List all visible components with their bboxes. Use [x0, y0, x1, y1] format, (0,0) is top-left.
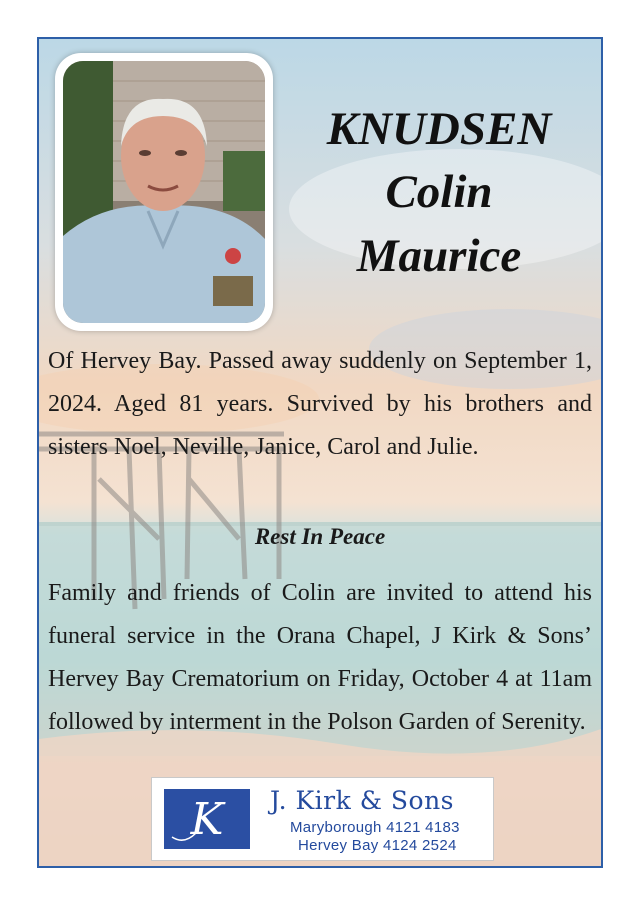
notice-frame [37, 37, 603, 868]
rest-in-peace-heading: Rest In Peace [254, 524, 386, 549]
funeral-director-name: J. Kirk & Sons [270, 786, 455, 815]
deceased-surname: KNUDSEN [326, 103, 552, 155]
kirk-logo [164, 789, 250, 849]
logo-letter: K [190, 794, 224, 845]
funeral-details-paragraph: Family and friends of Colin are invited to attend his funeral service in the Orana Chapel, J Kirk & Sons’ Hervey Bay Crematorium on Friday, October 4 at 11am followed by interment in the Polson Garden of Serenity. [48, 580, 592, 735]
portrait-image [63, 61, 265, 323]
maryborough-phone: Maryborough 4121 4183 [290, 819, 460, 836]
deceased-given-name-first: Colin [385, 166, 493, 218]
deceased-given-name-middle: Maurice [356, 230, 522, 282]
portrait-photo [55, 53, 273, 331]
funeral-director-advert [151, 777, 494, 861]
hervey-bay-phone: Hervey Bay 4124 2524 [298, 837, 457, 854]
death-notice-paragraph: Of Hervey Bay. Passed away suddenly on September 1, 2024. Aged 81 years. Survived by his brothers and sisters Noel, Neville, Janice, Carol and Julie. [48, 348, 592, 460]
